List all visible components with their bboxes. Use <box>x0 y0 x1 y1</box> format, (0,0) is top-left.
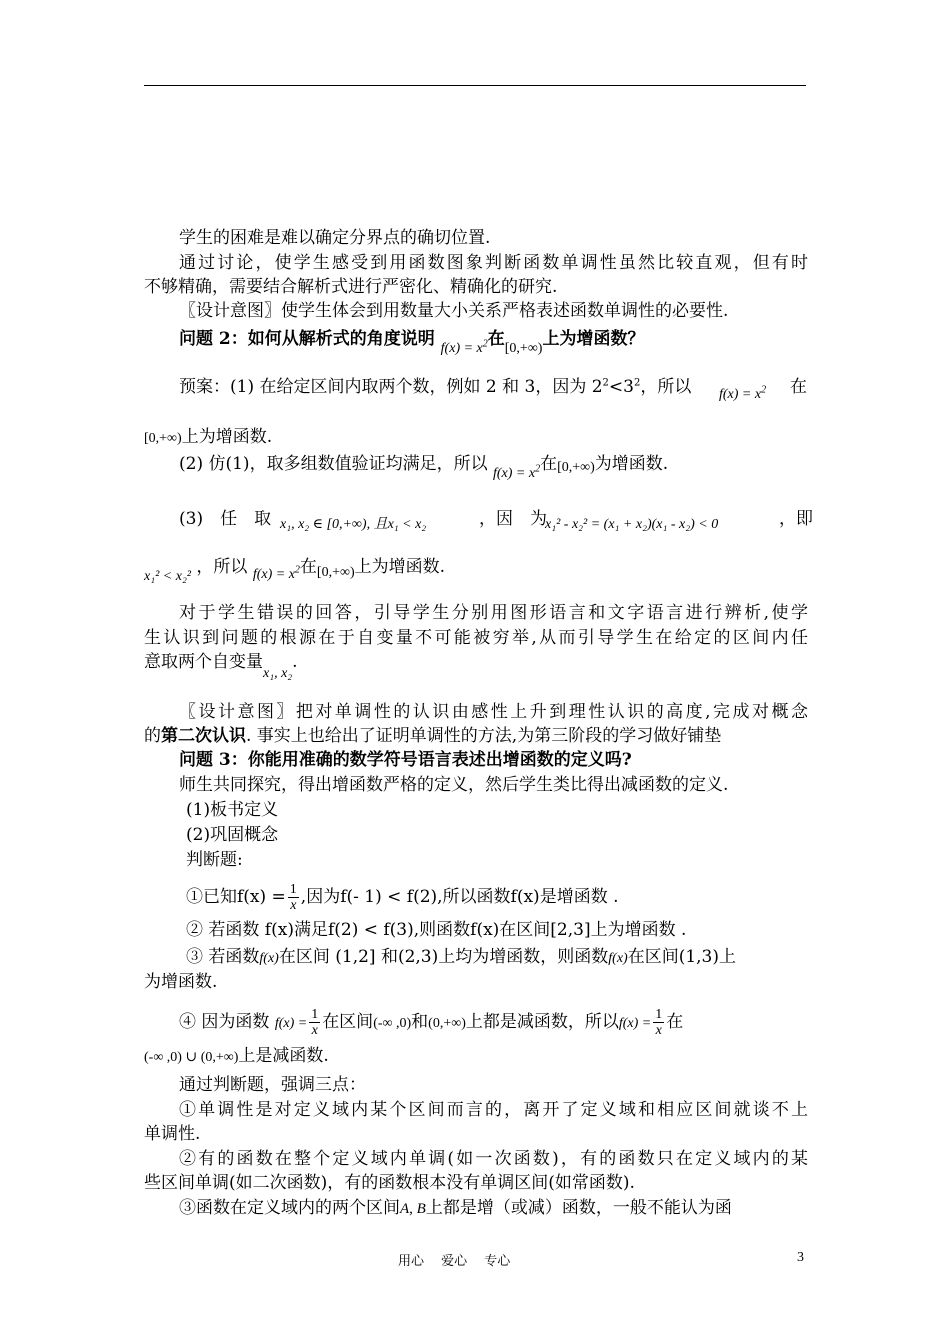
paragraph-line: ②有的函数在整个定义域内单调(如一次函数)，有的函数只在定义域内的某 <box>179 1149 808 1169</box>
plan-2: (2) 仿(1)，取多组数值验证均满足，所以 $_{f(x) = x^2}$在[0,+∞)为增函数. <box>179 454 669 481</box>
plan-1: 预案：(1) 在给定区间内取两个数，例如 2 和 3，因为 $2^2<3^2$，所以 $f(x) = x^2$ 在 <box>179 377 807 402</box>
paragraph-line: 的第二次认识. 事实上也给出了证明单调性的方法,为第三阶段的学习做好铺垫 <box>144 726 722 746</box>
list-item: (1)板书定义 <box>186 800 279 820</box>
design-intent: 〖设计意图〗使学生体会到用数量大小关系严格表述函数单调性的必要性. <box>179 301 729 321</box>
judgment-4-cont: (-∞ ,0) ∪ (0,+∞)上是减函数. <box>144 1046 329 1066</box>
header-rule <box>144 85 806 86</box>
judgment-3-cont: 为增函数. <box>144 972 218 992</box>
plan-3: (3) 任 取 x₁, x₂ ∈ [0,+∞), 且x₁ < x₂ ，因 为 x₁² - x₂² = (x₁ + x₂)(x₁ - x₂) < 0 ，即 <box>179 509 813 532</box>
judgment-1: ①已知f(x) = $\frac{1}{x}$ ,因为f(- 1) < f(2),所以函数f(x)是增函数 . <box>186 882 619 913</box>
paragraph-line: 师生共同探究，得出增函数严格的定义，然后学生类比得出减函数的定义. <box>179 775 729 795</box>
page-number: 3 <box>797 1250 804 1265</box>
paragraph-line: ③函数在定义域内的两个区间A, B上都是增（或减）函数，一般不能认为函 <box>179 1198 732 1218</box>
fraction: $\frac{1}{x}$ <box>311 1007 319 1038</box>
paragraph-line: 学生的困难是难以确定分界点的确切位置. <box>179 228 491 248</box>
paragraph-line: 些区间单调(如二次函数)，有的函数根本没有单调区间(如常函数). <box>144 1173 635 1193</box>
paragraph-line: 生认识到问题的根源在于自变量不可能被穷举,从而引导学生在给定的区间内任 <box>144 628 808 648</box>
design-intent: 〖设计意图〗把对单调性的认识由感性上升到理性认识的高度,完成对概念 <box>179 702 808 722</box>
footer-motto: 用心 爱心 专心 <box>398 1254 511 1269</box>
paragraph-line: 通过判断题，强调三点： <box>179 1075 366 1095</box>
question-3: 问题 3：你能用准确的数学符号语言表述出增函数的定义吗? <box>179 750 632 770</box>
fraction: $\frac{1}{x}$ <box>289 882 297 913</box>
paragraph-line: 不够精确，需要结合解析式进行严密化、精确化的研究. <box>144 277 558 297</box>
plan-3-cont: $_{x_1^2 < x_2^2}$ ，所以 $_{f(x) = x^2}$在$_{[0,+\infty)}$上为增函数. <box>144 557 446 584</box>
list-item: 判断题: <box>186 850 243 870</box>
fraction: $\frac{1}{x}$ <box>655 1007 663 1038</box>
judgment-4: ④ 因为函数 f(x) = $\frac{1}{x}$ 在区间(-∞ ,0)和(0,+∞)上都是减函数，所以f(x) = $\frac{1}{x}$ 在 <box>179 1007 684 1038</box>
judgment-3: ③ 若函数f(x)在区间 (1,2] 和(2,3)上均为增函数，则函数f(x)在区间(1,3)上 <box>186 947 737 967</box>
plan-1-cont: [0,+∞)上为增函数. <box>144 427 273 447</box>
paragraph-line: 单调性. <box>144 1124 201 1144</box>
paragraph-line: 意取两个自变量$_{x_1, x_2}$. <box>144 652 298 681</box>
question-2: 问题 2：如何从解析式的角度说明 $_{f(x) = x^2}$在$_{[0,+\infty)}$上为增函数？ <box>179 329 645 356</box>
paragraph-line: ①单调性是对定义域内某个区间而言的，离开了定义域和相应区间就谈不上 <box>179 1100 808 1120</box>
paragraph-line: 对于学生错误的回答，引导学生分别用图形语言和文字语言进行辨析,使学 <box>179 603 808 623</box>
paragraph-line: 通过讨论，使学生感受到用函数图象判断函数单调性虽然比较直观，但有时 <box>179 253 808 273</box>
judgment-2: ② 若函数 f(x)满足f(2) < f(3),则函数f(x)在区间[2,3]上为增函数 . <box>186 920 687 940</box>
list-item: (2)巩固概念 <box>186 825 279 845</box>
